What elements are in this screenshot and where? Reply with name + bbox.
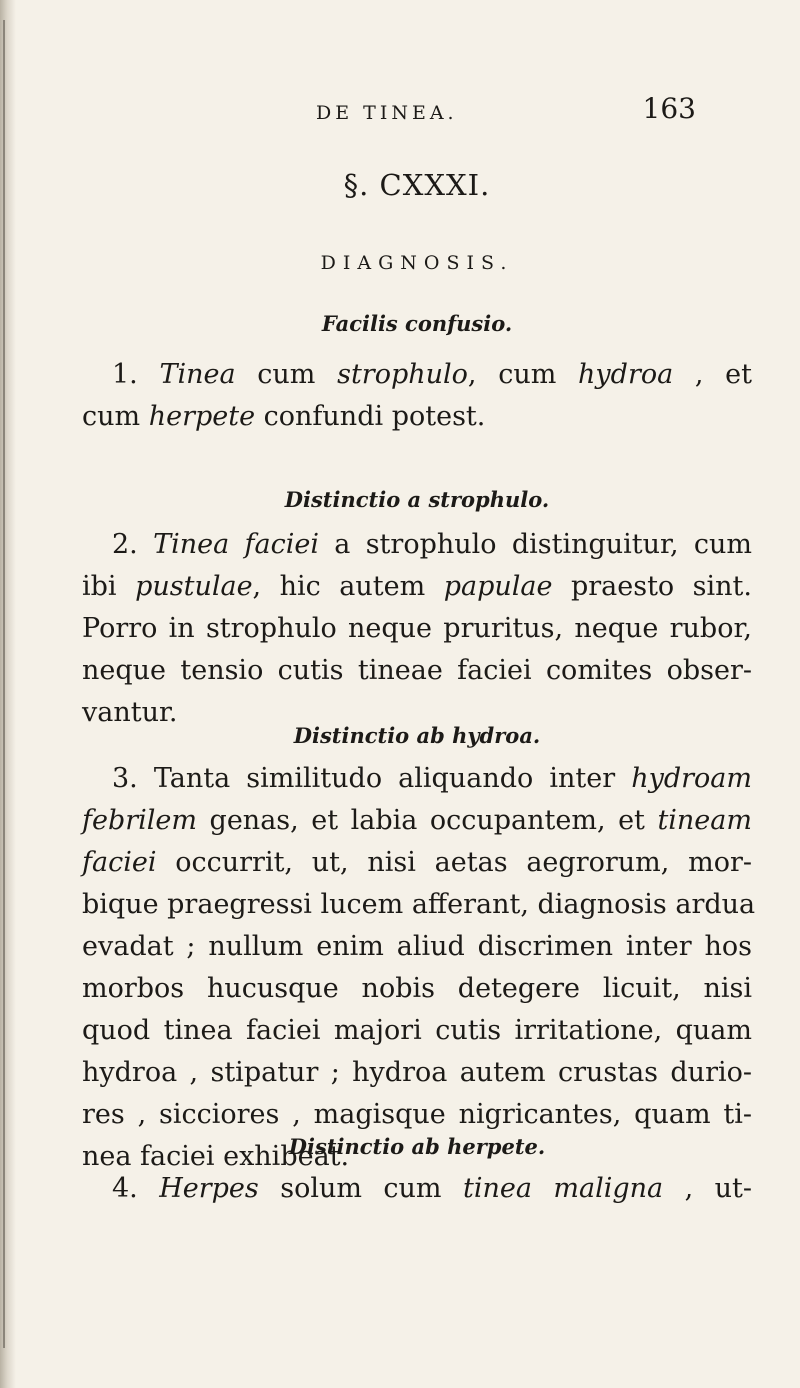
gutter-line (3, 20, 5, 1348)
text-line: febrilem genas, et labia occupantem, et tineam (82, 805, 752, 836)
running-title: DE TINEA. (316, 102, 458, 124)
page-number: 163 (642, 92, 696, 125)
text-line: vantur. (82, 697, 178, 728)
heading-distinctio-strophulo: Distinctio a strophulo. (284, 487, 550, 512)
text-line: res , sicciores , magisque nigricantes, quam ti- (82, 1099, 752, 1130)
text-line: faciei occurrit, ut, nisi aetas aegrorum, mor- (82, 847, 752, 878)
heading-distinctio-hydroa: Distinctio ab hydroa. (293, 723, 541, 748)
paragraph-2 (82, 524, 752, 734)
section-number: §. CXXXI. (343, 168, 491, 202)
heading-distinctio-herpete: Distinctio ab herpete. (288, 1134, 546, 1159)
text-line: quod tinea faciei majori cutis irritatione, quam (82, 1015, 752, 1046)
text-line: morbos hucusque nobis detegere licuit, nisi (82, 973, 752, 1004)
text-line: 4. Herpes solum cum tinea maligna , ut- (112, 1173, 753, 1204)
text-line: neque tensio cutis tineae faciei comites obser- (82, 655, 752, 686)
text-line: evadat ; nullum enim aliud discrimen inter hos (82, 931, 752, 962)
text-line: 3. Tanta similitudo aliquando inter hydroam (112, 763, 752, 794)
section-subtitle: Facilis confusio. (321, 311, 513, 336)
text-line: 2. Tinea faciei a strophulo distinguitur, cum (112, 529, 752, 560)
text-line: ibi pustulae, hic autem papulae praesto sint. (82, 571, 752, 602)
text-line: nea faciei exhibeat. (82, 1141, 350, 1172)
paragraph-4 (82, 1168, 752, 1210)
text-line: Porro in strophulo neque pruritus, neque rubor, (82, 613, 752, 644)
text-line: cum herpete confundi potest. (82, 401, 486, 432)
section-heading: DIAGNOSIS. (320, 252, 514, 274)
paragraph-1 (82, 354, 752, 438)
paragraph-3 (82, 758, 756, 1178)
running-head (82, 92, 752, 132)
text-line: bique praegressi lucem afferant, diagnosis ardua (82, 889, 756, 920)
book-spine-shadow (0, 0, 16, 1388)
text-line: hydroa , stipatur ; hydroa autem crustas durio- (82, 1057, 752, 1088)
text-line: 1. Tinea cum strophulo, cum hydroa , et (112, 359, 753, 390)
